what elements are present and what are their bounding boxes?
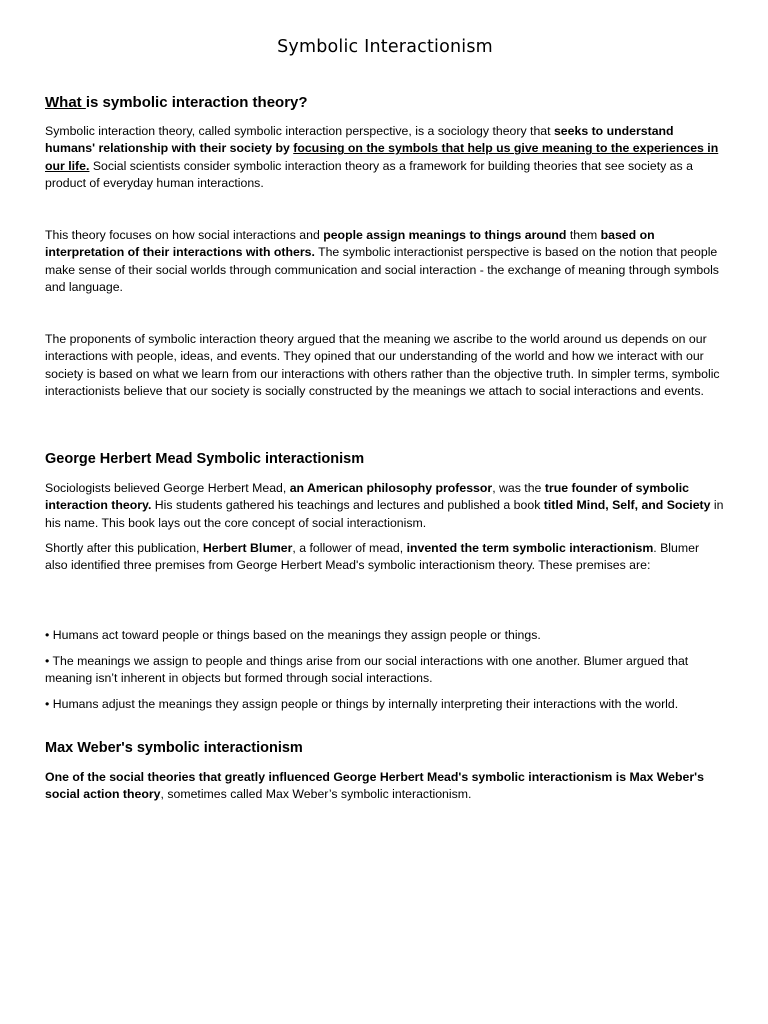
text-run: Shortly after this publication, [45,541,203,555]
paragraph-weber [45,769,725,804]
bold-run: invented the term symbolic interactionism [406,541,654,555]
text-run: Sociologists believed George Herbert Mead, [45,481,290,495]
text-run: , was the [492,481,545,495]
bold-run: seeks to understand humans' relationship with their society by [45,124,674,156]
text-run: . Blumer also identified three premises from George Herbert Mead's symbolic interactionism theory. These premises are: [45,541,700,573]
text-run: in his name. This book lays out the core concept of social interactionism. [45,498,724,530]
text-run: Social scientists consider symbolic interaction theory as a framework for building theories that see society as a product of everyday human interactions. [45,158,693,190]
section-heading-what-is [45,94,308,111]
paragraph-proponents [45,331,725,400]
text-run: , sometimes called Max Weber’s symbolic interactionism. [160,787,472,802]
bold-run: an American philosophy professor [289,481,493,495]
text-run: His students gathered his teachings and lectures and published a book [151,498,544,513]
bold-run: true founder of symbolic interaction theory. [45,481,689,513]
paragraph-intro [45,123,725,192]
text-run: Symbolic interaction theory, called symbolic interaction perspective, is a sociology theory that [45,124,554,138]
bullet-item: • Humans adjust the meanings they assign people or things by internally interpreting their interactions with the world. [45,697,679,711]
paragraph-mead-founder [45,480,725,532]
bold-run: titled Mind, Self, and Society [543,498,711,513]
bold-run: One of the social theories that greatly influenced George Herbert Mead's symbolic interactionism is Max Weber's social action theory [45,770,704,802]
section-heading-mead: George Herbert Mead Symbolic interactionism [45,451,365,467]
paragraph-focus [45,227,725,296]
bold-run: Herbert Blumer [202,541,293,555]
section-heading-weber: Max Weber's symbolic interactionism [45,740,303,756]
bold-run: people assign meanings to things around [323,228,567,242]
heading-underlined-word: What [45,94,86,111]
bullet-item: • The meanings we assign to people and things arise from our social interactions with one another. Blumer argued that meaning isn’t inherent in objects but formed through social interactions. [45,654,689,686]
bold-underlined-run: focusing on the symbols that help us give meaning to the experiences in our life. [45,141,719,173]
bold-run: based on interpretation of their interactions with others. [45,228,655,260]
paragraph-blumer [45,540,725,575]
heading-rest: is symbolic interaction theory? [85,94,308,111]
document-title: Symbolic Interactionism [277,37,493,57]
text-run: The proponents of symbolic interaction theory argued that the meaning we ascribe to the world around us depends on our interactions with people, ideas, and events. They opined that our understanding of the world and how we interact with our society is based on what we learn from our interactions with others rather than the objective truth. In simpler terms, symbolic interactionists believe that our society is socially constructed by the meanings we attach to social interactions and events. [45,332,720,398]
text-run: them [566,228,601,242]
text-run: The symbolic interactionist perspective is based on the notion that people make sense of their social worlds through communication and social interaction - the exchange of meaning through symbols and language. [45,245,719,294]
text-run: This theory focuses on how social interactions and [45,228,324,242]
bullet-item: • Humans act toward people or things based on the meanings they assign people or things. [45,628,541,642]
text-run: , a follower of mead, [292,541,407,555]
